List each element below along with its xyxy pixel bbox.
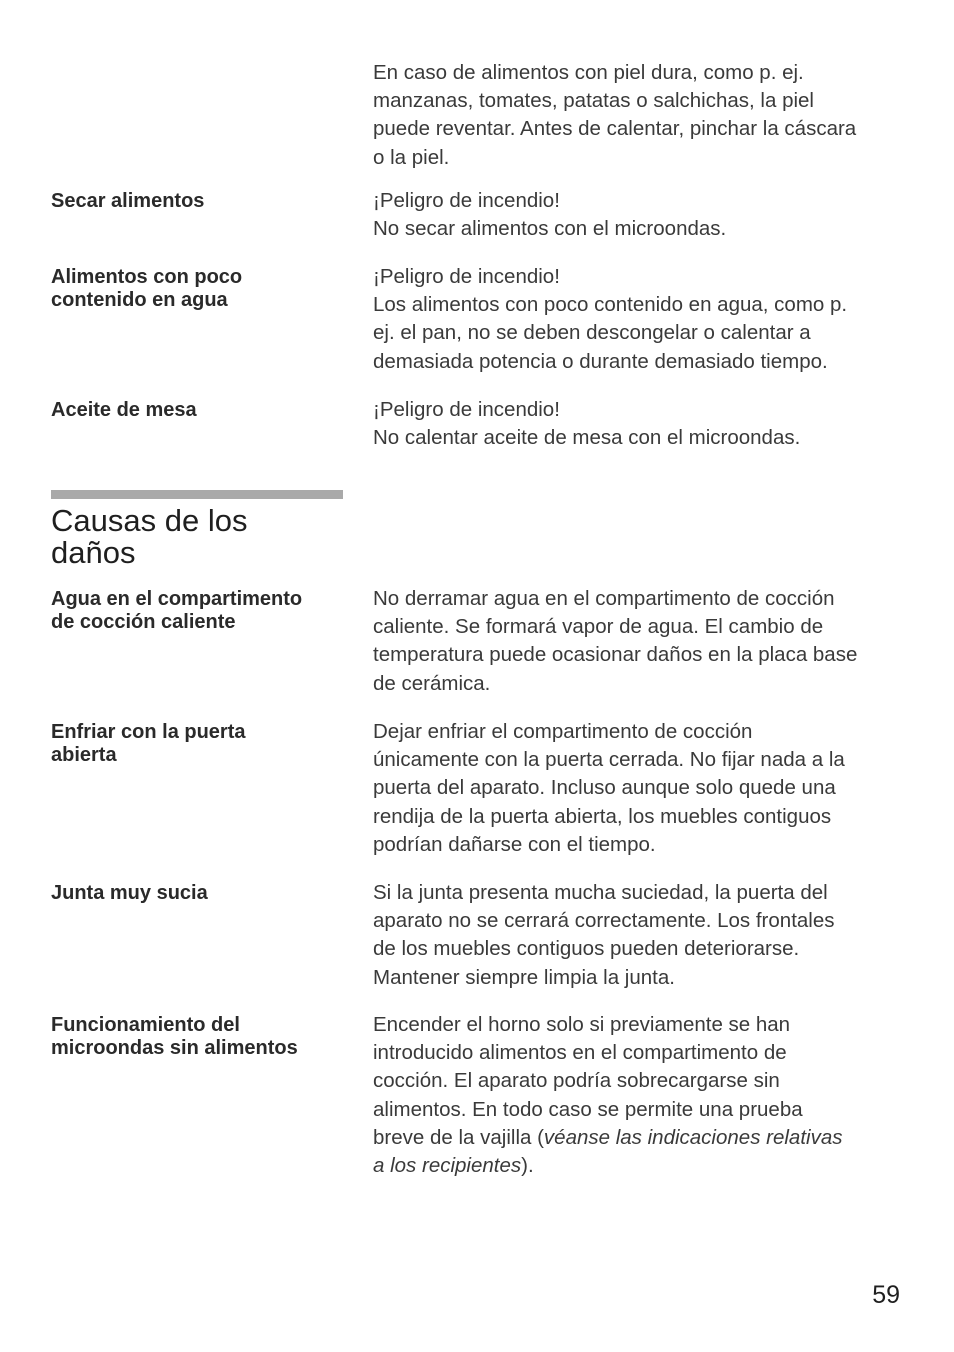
text-line: de los muebles contiguos pueden deteriorarse. (373, 937, 800, 961)
warning-label-poco-agua (51, 266, 341, 312)
text-line: únicamente con la puerta cerrada. No fijar nada a la (373, 748, 845, 772)
text-line: No calentar aceite de mesa con el microondas. (373, 426, 801, 450)
label-line: Alimentos con poco (51, 266, 243, 288)
text-line: caliente. Se formará vapor de agua. El cambio de (373, 615, 824, 639)
label-line: Secar alimentos (51, 190, 205, 212)
damage-text-enfriar (373, 718, 908, 859)
section-title-line: daños (51, 535, 136, 570)
label-line: Junta muy sucia (51, 882, 208, 904)
text-line: temperatura puede ocasionar daños en la placa base (373, 643, 858, 667)
label-line: Agua en el compartimento (51, 588, 303, 610)
text-line: No secar alimentos con el microondas. (373, 217, 727, 241)
label-line: contenido en agua (51, 289, 228, 311)
warning-label-aceite (51, 399, 341, 422)
text-line: ¡Peligro de incendio! (373, 189, 560, 212)
damage-label-enfriar (51, 721, 341, 767)
text-line: o la piel. (373, 145, 450, 169)
text-line: podrían dañarse con el tiempo. (373, 832, 656, 856)
text-line (373, 1124, 908, 1152)
damage-label-agua (51, 588, 341, 634)
text-line: ¡Peligro de incendio! (373, 398, 560, 421)
warning-text-poco-agua (373, 263, 908, 376)
text-line: puerta del aparato. Incluso aunque solo quede una (373, 776, 836, 800)
label-line: Aceite de mesa (51, 399, 197, 421)
text-line: Si la junta presenta mucha suciedad, la puerta del (373, 881, 828, 904)
warning-text-aceite (373, 396, 908, 452)
text-fragment: ). (521, 1154, 534, 1178)
text-line: alimentos. En todo caso se permite una prueba (373, 1097, 803, 1121)
section-title (51, 505, 351, 569)
text-line: ¡Peligro de incendio! (373, 265, 560, 288)
text-line: Encender el horno solo si previamente se han (373, 1013, 791, 1036)
text-line: Dejar enfriar el compartimento de cocción (373, 720, 753, 743)
damage-text-funcionamiento (373, 1011, 908, 1180)
warning-text-secar (373, 187, 908, 243)
text-line: ej. el pan, no se deben descongelar o calentar a (373, 321, 811, 345)
text-line: demasiada potencia o durante demasiado tiempo. (373, 349, 828, 373)
page-number: 59 (872, 1281, 900, 1309)
text-line: aparato no se cerrará correctamente. Los frontales (373, 909, 835, 933)
text-line: Mantener siempre limpia la junta. (373, 965, 675, 989)
damage-text-junta (373, 879, 908, 992)
cross-reference: véanse las indicaciones relativas (543, 1125, 843, 1149)
text-line: En caso de alimentos con piel dura, como p. ej. (373, 61, 804, 84)
label-line: Enfriar con la puerta (51, 721, 246, 743)
text-fragment: breve de la vajilla ( (373, 1125, 544, 1149)
section-divider-bar (51, 490, 343, 499)
cross-reference: a los recipientes (373, 1154, 522, 1178)
label-line: microondas sin alimentos (51, 1037, 298, 1059)
warning-label-secar (51, 190, 341, 213)
text-line: No derramar agua en el compartimento de cocción (373, 587, 835, 610)
text-line: cocción. El aparato podría sobrecargarse sin (373, 1069, 780, 1093)
text-line (373, 1152, 908, 1180)
section-title-line: Causas de los (51, 503, 248, 538)
text-line: puede reventar. Antes de calentar, pinchar la cáscara (373, 117, 857, 141)
label-line: Funcionamiento del (51, 1014, 240, 1036)
text-line: manzanas, tomates, patatas o salchichas, la piel (373, 89, 814, 113)
intro-paragraph (373, 59, 908, 172)
text-line: introducido alimentos en el compartimento de (373, 1041, 787, 1065)
label-line: abierta (51, 744, 117, 766)
damage-label-funcionamiento (51, 1014, 341, 1060)
damage-text-agua (373, 585, 908, 698)
text-line: Los alimentos con poco contenido en agua, como p. (373, 293, 848, 317)
damage-label-junta (51, 882, 341, 905)
text-line: de cerámica. (373, 671, 491, 695)
text-line: rendija de la puerta abierta, los muebles contiguos (373, 804, 832, 828)
label-line: de cocción caliente (51, 611, 236, 633)
